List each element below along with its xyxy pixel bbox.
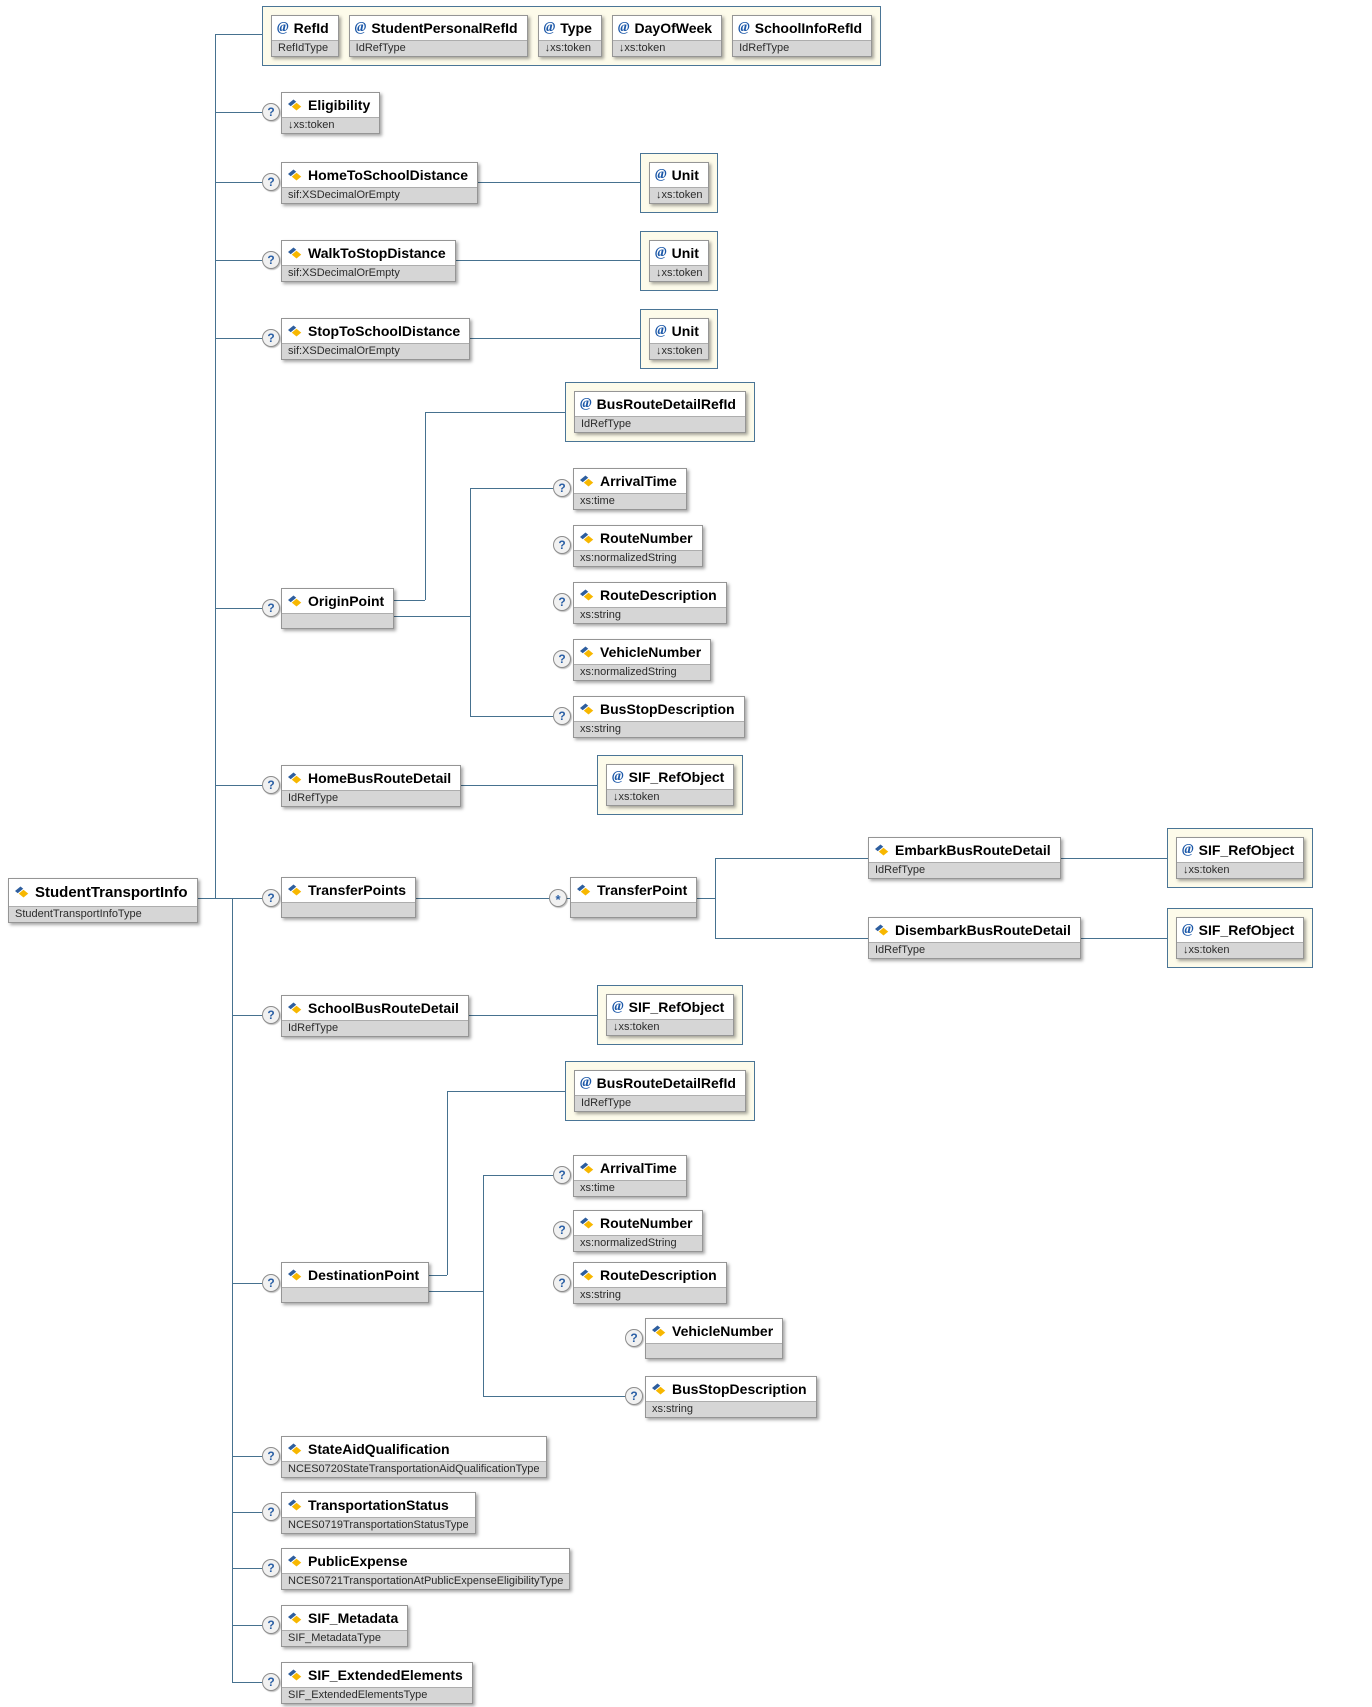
element-box-routenumber[interactable] [573, 1210, 703, 1252]
attribute-type: ↓xs:token [539, 40, 601, 56]
connector [715, 858, 716, 938]
attribute-name: SIF_RefObject [628, 769, 725, 785]
element-icon [576, 884, 592, 897]
connector [470, 488, 553, 489]
connector [232, 1015, 262, 1016]
element-box-studenttransportinfo[interactable] [8, 878, 198, 923]
optional-indicator: ? [553, 1221, 571, 1239]
optional-indicator: ? [262, 1006, 280, 1024]
optional-indicator: ? [553, 1166, 571, 1184]
element-type: xs:string [646, 1401, 816, 1417]
element-name: RouteDescription [600, 587, 717, 603]
optional-indicator: ? [262, 1673, 280, 1691]
attribute-name: StudentPersonalRefId [371, 20, 518, 36]
element-box-stoptoschooldistance[interactable] [281, 318, 470, 360]
element-name: BusStopDescription [600, 701, 735, 717]
attribute-box-sifrefobject[interactable] [1176, 837, 1304, 879]
element-icon [287, 772, 303, 785]
attribute-type: IdRefType [575, 1095, 745, 1111]
element-name: RouteNumber [600, 530, 693, 546]
attribute-icon: @ [612, 999, 624, 1014]
optional-indicator: ? [262, 173, 280, 191]
attribute-group-container [1167, 908, 1313, 968]
element-name: DestinationPoint [308, 1267, 420, 1283]
element-icon [874, 924, 890, 937]
element-icon [287, 1669, 303, 1682]
element-type: xs:time [574, 493, 686, 509]
connector [447, 1091, 565, 1092]
attribute-box-unit[interactable] [649, 240, 709, 282]
repeat-indicator: * [549, 889, 567, 907]
element-icon [287, 169, 303, 182]
connector [215, 608, 262, 609]
element-type: sif:XSDecimalOrEmpty [282, 343, 469, 359]
element-box-busstopdescription[interactable] [645, 1376, 817, 1418]
optional-indicator: ? [553, 1274, 571, 1292]
element-icon [579, 646, 595, 659]
connector [190, 898, 262, 899]
attribute-icon: @ [1182, 922, 1194, 937]
element-name: ArrivalTime [600, 1160, 677, 1176]
element-type: SIF_MetadataType [282, 1630, 407, 1646]
element-icon [287, 884, 303, 897]
element-icon [651, 1325, 667, 1338]
element-name: OriginPoint [308, 593, 385, 609]
connector [440, 785, 597, 786]
element-name: EmbarkBusRouteDetail [895, 842, 1051, 858]
connector [470, 716, 553, 717]
attribute-name: SchoolInfoRefId [754, 20, 863, 36]
attribute-name: SIF_RefObject [1198, 922, 1295, 938]
connector [470, 488, 471, 716]
element-box-eligibility[interactable] [281, 92, 380, 134]
attribute-name: DayOfWeek [634, 20, 713, 36]
element-box-arrivaltime[interactable] [573, 468, 687, 510]
attribute-box-studentpersonalrefid[interactable] [349, 15, 528, 57]
element-name: WalkToStopDistance [308, 245, 446, 261]
element-type [282, 1287, 428, 1302]
attribute-icon: @ [354, 20, 367, 35]
optional-indicator: ? [262, 1503, 280, 1521]
element-box-destinationpoint[interactable] [281, 1262, 429, 1303]
element-icon [874, 844, 890, 857]
element-name: HomeBusRouteDetail [308, 770, 452, 786]
attribute-group-container [1167, 828, 1313, 888]
attribute-group-container [262, 6, 881, 66]
attribute-icon: @ [655, 323, 667, 338]
element-icon [579, 532, 595, 545]
element-box-disembarkbusroutedetail[interactable] [868, 917, 1081, 959]
element-icon [14, 886, 30, 899]
attribute-icon: @ [580, 396, 592, 411]
attribute-name: Unit [671, 167, 699, 183]
attribute-type: IdRefType [350, 40, 527, 56]
connector [390, 898, 570, 899]
element-type: xs:normalizedString [574, 1235, 702, 1251]
element-name: DisembarkBusRouteDetail [895, 922, 1071, 938]
element-name: TransportationStatus [308, 1497, 449, 1513]
element-box-vehiclenumber[interactable] [645, 1318, 783, 1359]
attribute-box-unit[interactable] [649, 162, 709, 204]
element-box-sifextendedelements[interactable] [281, 1662, 473, 1704]
connector [215, 34, 262, 35]
element-type: sif:XSDecimalOrEmpty [282, 265, 455, 281]
optional-indicator: ? [262, 776, 280, 794]
connector [232, 1512, 262, 1513]
element-name: TransferPoint [597, 882, 688, 898]
optional-indicator: ? [262, 1616, 280, 1634]
attribute-name: BusRouteDetailRefId [596, 1075, 736, 1091]
attribute-box-sifrefobject[interactable] [606, 764, 734, 806]
element-type: xs:normalizedString [574, 664, 710, 680]
connector [232, 1456, 262, 1457]
element-type: StudentTransportInfoType [9, 906, 197, 922]
connector [232, 1625, 262, 1626]
attribute-icon: @ [655, 245, 667, 260]
connector [215, 112, 262, 113]
attribute-group-container [565, 1061, 755, 1121]
element-icon [287, 99, 303, 112]
optional-indicator: ? [262, 103, 280, 121]
attribute-box-type[interactable] [538, 15, 602, 57]
attribute-type: IdRefType [575, 416, 745, 432]
element-type [571, 902, 696, 917]
connector [483, 1396, 625, 1397]
attribute-icon: @ [617, 20, 630, 35]
element-name: PublicExpense [308, 1553, 408, 1569]
element-icon [287, 1269, 303, 1282]
connector [715, 858, 868, 859]
connector [425, 412, 426, 600]
attribute-icon: @ [612, 769, 624, 784]
element-icon [579, 475, 595, 488]
element-icon [651, 1383, 667, 1396]
element-icon [579, 1217, 595, 1230]
optional-indicator: ? [553, 536, 571, 554]
element-box-vehiclenumber[interactable] [573, 639, 711, 681]
optional-indicator: ? [262, 1447, 280, 1465]
attribute-group-container [640, 309, 718, 369]
element-box-routenumber[interactable] [573, 525, 703, 567]
element-name: StopToSchoolDistance [308, 323, 461, 339]
connector [483, 1175, 484, 1396]
attribute-type: ↓xs:token [607, 1019, 733, 1035]
element-type: NCES0719TransportationStatusType [282, 1517, 475, 1533]
element-box-stateaidqualification[interactable] [281, 1436, 547, 1478]
element-icon [287, 325, 303, 338]
connector [215, 182, 262, 183]
element-box-schoolbusroutedetail[interactable] [281, 995, 469, 1037]
element-name: SIF_Metadata [308, 1610, 399, 1626]
attribute-group-container [565, 382, 755, 442]
attribute-box-sifrefobject[interactable] [606, 994, 734, 1036]
attribute-box-busroutedetailrefid[interactable] [574, 1070, 746, 1112]
element-type [646, 1343, 782, 1358]
element-type: ↓xs:token [282, 117, 379, 133]
element-type: IdRefType [869, 942, 1080, 958]
connector [425, 412, 565, 413]
element-type: xs:normalizedString [574, 550, 702, 566]
element-name: RouteNumber [600, 1215, 693, 1231]
attribute-name: RefId [293, 20, 329, 36]
attribute-box-unit[interactable] [649, 318, 709, 360]
element-box-transferpoint[interactable] [570, 877, 697, 918]
element-icon [287, 1555, 303, 1568]
attribute-type: ↓xs:token [1177, 942, 1303, 958]
element-type: NCES0720StateTransportationAidQualificationType [282, 1461, 546, 1477]
element-box-publicexpense[interactable] [281, 1548, 570, 1590]
element-type: sif:XSDecimalOrEmpty [282, 187, 477, 203]
optional-indicator: ? [262, 329, 280, 347]
element-box-transportationstatus[interactable] [281, 1492, 476, 1534]
optional-indicator: ? [262, 889, 280, 907]
connector [215, 785, 262, 786]
element-type: xs:time [574, 1180, 686, 1196]
attribute-type: ↓xs:token [613, 40, 721, 56]
element-icon [287, 247, 303, 260]
attribute-box-sifrefobject[interactable] [1176, 917, 1304, 959]
element-box-homebusroutedetail[interactable] [281, 765, 461, 807]
attribute-name: Unit [671, 323, 699, 339]
element-icon [287, 1443, 303, 1456]
attribute-type: IdRefType [733, 40, 871, 56]
attribute-type: ↓xs:token [650, 265, 708, 281]
attribute-icon: @ [277, 20, 289, 35]
element-name: ArrivalTime [600, 473, 677, 489]
element-box-routedescription[interactable] [573, 582, 727, 624]
optional-indicator: ? [553, 479, 571, 497]
element-box-transferpoints[interactable] [281, 877, 416, 918]
element-type [282, 902, 415, 917]
attribute-group-container [640, 231, 718, 291]
element-box-arrivaltime[interactable] [573, 1155, 687, 1197]
element-icon [579, 703, 595, 716]
attribute-name: BusRouteDetailRefId [596, 396, 736, 412]
connector [232, 1682, 262, 1683]
element-icon [287, 595, 303, 608]
connector [232, 1568, 262, 1569]
element-type: xs:string [574, 721, 744, 737]
element-name: TransferPoints [308, 882, 407, 898]
element-icon [287, 1002, 303, 1015]
optional-indicator: ? [553, 650, 571, 668]
optional-indicator: ? [553, 593, 571, 611]
element-box-busstopdescription[interactable] [573, 696, 745, 738]
element-name: BusStopDescription [672, 1381, 807, 1397]
connector [483, 1175, 553, 1176]
element-name: Eligibility [308, 97, 371, 113]
optional-indicator: ? [262, 1274, 280, 1292]
optional-indicator: ? [262, 599, 280, 617]
element-type: NCES0721TransportationAtPublicExpenseEligibilityType [282, 1573, 569, 1589]
attribute-group-container [597, 755, 743, 815]
attribute-name: Type [560, 20, 592, 36]
element-type: xs:string [574, 607, 726, 623]
optional-indicator: ? [625, 1329, 643, 1347]
optional-indicator: ? [625, 1387, 643, 1405]
element-icon [579, 1162, 595, 1175]
element-icon [579, 589, 595, 602]
element-name: HomeToSchoolDistance [308, 167, 468, 183]
element-name: SIF_ExtendedElements [308, 1667, 463, 1683]
attribute-name: SIF_RefObject [628, 999, 725, 1015]
element-type [282, 613, 393, 628]
element-name: VehicleNumber [672, 1323, 774, 1339]
element-box-routedescription[interactable] [573, 1262, 727, 1304]
attribute-icon: @ [580, 1075, 592, 1090]
element-box-hometoschooldistance[interactable] [281, 162, 478, 204]
connector [215, 34, 216, 898]
element-box-walktostopdistance[interactable] [281, 240, 456, 282]
element-type: SIF_ExtendedElementsType [282, 1687, 472, 1703]
element-name: RouteDescription [600, 1267, 717, 1283]
attribute-name: Unit [671, 245, 699, 261]
attribute-type: ↓xs:token [650, 343, 708, 359]
optional-indicator: ? [262, 251, 280, 269]
element-type: IdRefType [282, 1020, 468, 1036]
element-box-originpoint[interactable] [281, 588, 394, 629]
optional-indicator: ? [553, 707, 571, 725]
attribute-box-dayofweek[interactable] [612, 15, 722, 57]
element-box-sifmetadata[interactable] [281, 1605, 408, 1647]
attribute-icon: @ [655, 167, 667, 182]
element-name: StateAidQualification [308, 1441, 450, 1457]
attribute-type: RefIdType [272, 40, 338, 56]
attribute-type: ↓xs:token [650, 187, 708, 203]
element-box-embarkbusroutedetail[interactable] [868, 837, 1061, 879]
attribute-icon: @ [738, 20, 750, 35]
attribute-box-busroutedetailrefid[interactable] [574, 391, 746, 433]
element-icon [579, 1269, 595, 1282]
attribute-name: SIF_RefObject [1198, 842, 1295, 858]
attribute-box-schoolinforefid[interactable] [732, 15, 872, 57]
attribute-box-refid[interactable] [271, 15, 339, 57]
connector [715, 938, 868, 939]
attribute-type: ↓xs:token [607, 789, 733, 805]
attribute-type: ↓xs:token [1177, 862, 1303, 878]
connector [215, 338, 262, 339]
optional-indicator: ? [262, 1559, 280, 1577]
element-icon [287, 1499, 303, 1512]
element-type: xs:string [574, 1287, 726, 1303]
element-name: VehicleNumber [600, 644, 702, 660]
connector [215, 260, 262, 261]
element-type: IdRefType [869, 862, 1060, 878]
attribute-group-container [597, 985, 743, 1045]
attribute-icon: @ [543, 20, 556, 35]
element-icon [287, 1612, 303, 1625]
connector [232, 1283, 262, 1284]
element-name: StudentTransportInfo [35, 884, 188, 901]
element-name: SchoolBusRouteDetail [308, 1000, 459, 1016]
attribute-icon: @ [1182, 842, 1194, 857]
attribute-group-container [640, 153, 718, 213]
element-type: IdRefType [282, 790, 460, 806]
connector [447, 1091, 448, 1275]
